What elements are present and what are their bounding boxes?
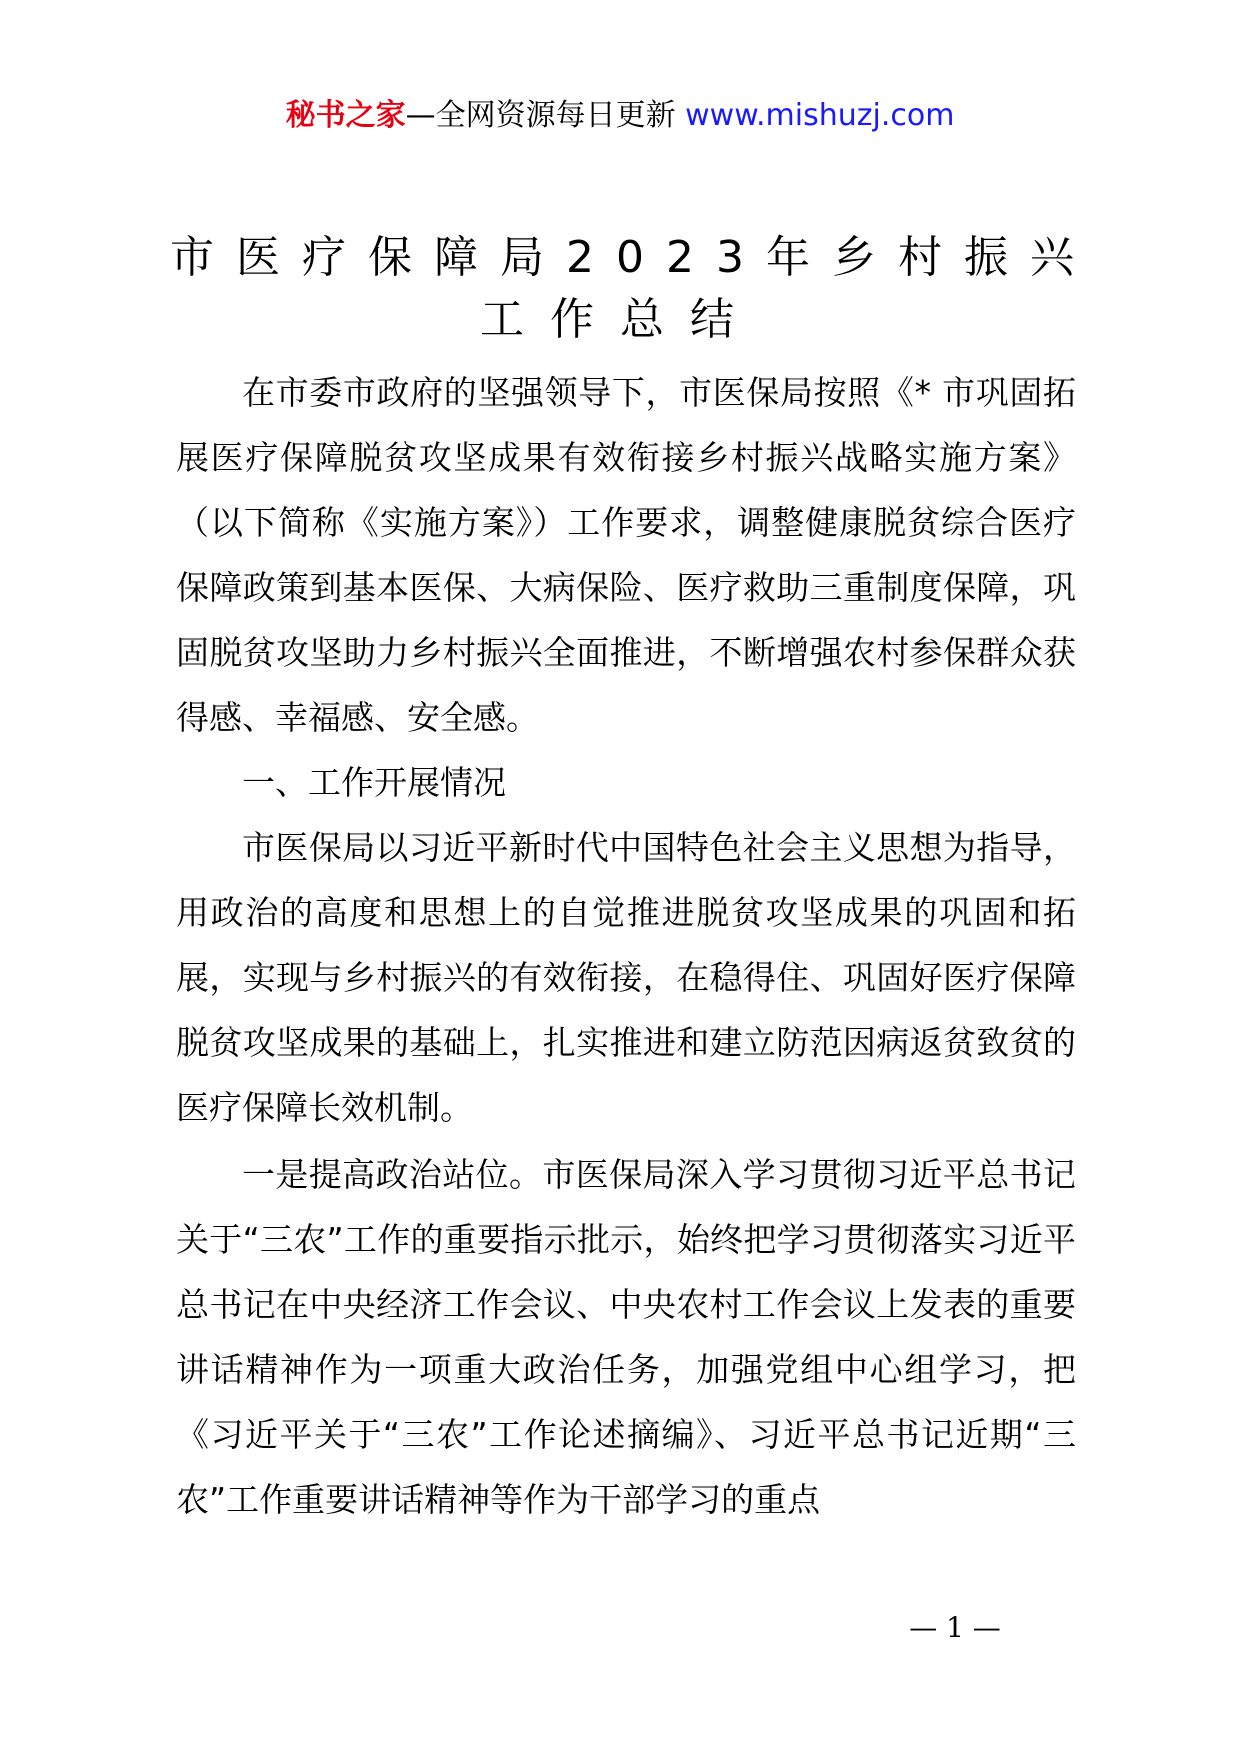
banner-url-link[interactable]: www.mishuzj.com [685, 98, 955, 133]
body-paragraph: 市医保局以习近平新时代中国特色社会主义思想为指导，用政治的高度和思想上的自觉推进脱贫攻坚成果的巩固和拓展，实现与乡村振兴的有效衔接，在稳得住、巩固好医疗保障脱贫攻坚成果的基础上，扎实推进和建立防范因病返贫致贫的医疗保障长效机制。 [176, 828, 1076, 1127]
intro-paragraph: 在市委市政府的坚强领导下，市医保局按照《* 市巩固拓展医疗保障脱贫攻坚成果有效衔接乡村振兴战略实施方案》（以下简称《实施方案》）工作要求，调整健康脱贫综合医疗保障政策到基本医保、大病保险、医疗救助三重制度保障，巩固脱贫攻坚助力乡村振兴全面推进，不断增强农村参保群众获得感、幸福感、安全感。 [176, 373, 1076, 737]
page-number: — 1 — [909, 1611, 1001, 1644]
banner-slogan: —全网资源每日更新 [405, 98, 676, 133]
site-banner [0, 96, 1240, 136]
section-heading: 一、工作开展情况 [242, 763, 506, 802]
body-paragraph: 一是提高政治站位。市医保局深入学习贯彻习近平总书记关于“三农”工作的重要指示批示，始终把学习贯彻落实习近平总书记在中央经济工作会议、中央农村工作会议上发表的重要讲话精神作为一项重大政治任务，加强党组中心组学习，把《习近平关于“三农”工作论述摘编》、习近平总书记近期“三农”工作重要讲话精神等作为干部学习的重点 [176, 1155, 1076, 1519]
document-title-line-1: 市医疗保障局2023年乡村振兴 [170, 232, 1096, 283]
banner-brand: 秘书之家 [285, 98, 406, 133]
document-body [176, 360, 1076, 1532]
document-title-line-2: 工作总结 [480, 294, 760, 345]
